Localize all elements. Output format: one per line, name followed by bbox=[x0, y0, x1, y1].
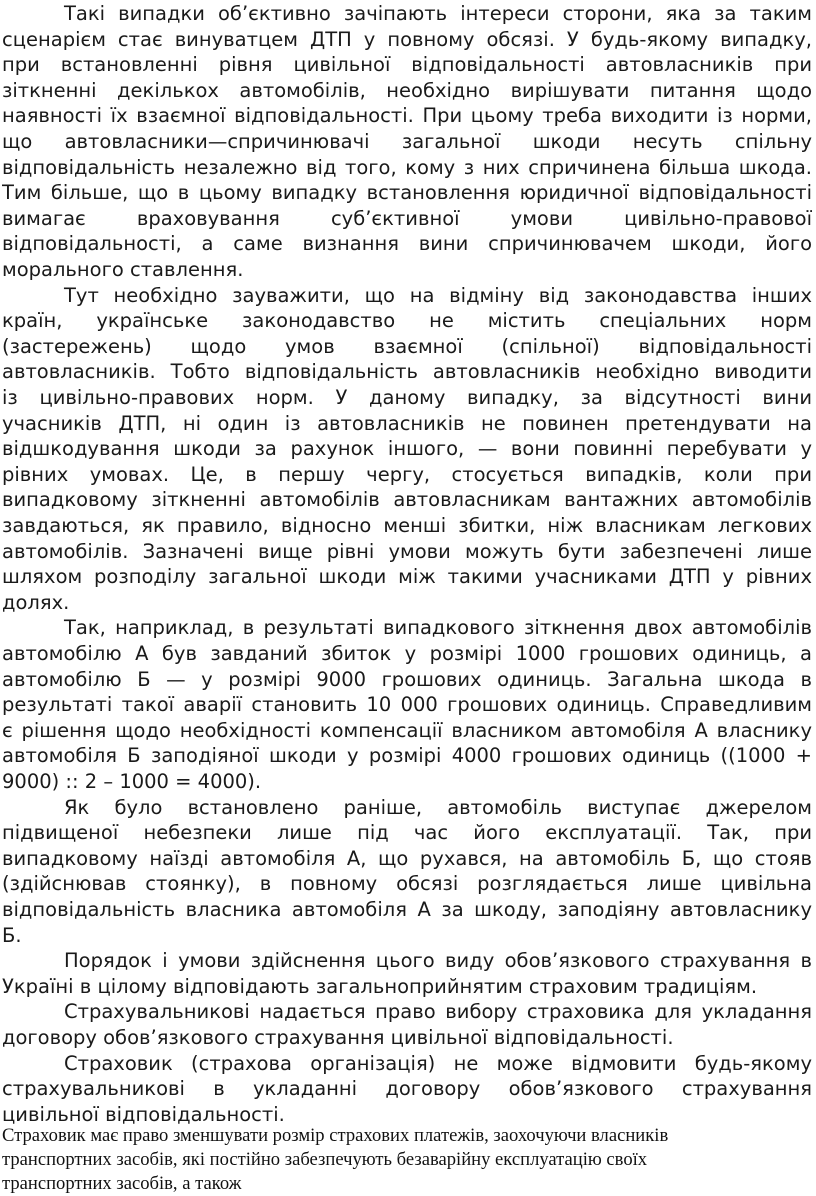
paragraph-line: випадковому наїзді автомобіля А, що рухався, на автомобіль Б, що стояв bbox=[2, 846, 812, 870]
paragraph-line: що автовласники—спричинювачі загальної шкоди несуть спільну bbox=[2, 129, 812, 153]
paragraph-line: відповідальність незалежно від того, кому з них спричинена більша шкода. bbox=[2, 155, 812, 179]
paragraph-line: вимагає враховування суб’єктивної умови цивільно-правової bbox=[2, 206, 812, 230]
paragraph-line: (здійснював стоянку), в повному обсязі розглядається лише цивільна bbox=[2, 872, 812, 896]
paragraph-line: автомобілів. Зазначені вище рівні умови можуть бути забезпечені лише bbox=[2, 539, 812, 563]
paragraph-line: результаті такої аварії становить 10 000 грошових одиниць. Справедливим bbox=[2, 693, 812, 717]
paragraph-line: морального ставлення. bbox=[2, 257, 244, 281]
body-paragraph bbox=[2, 1051, 812, 1128]
paragraph-line: Тим більше, що в цьому випадку встановлення юридичної відповідальності bbox=[2, 181, 812, 205]
paragraph-line: Страховик (страхова організація) не може відмовити будь-якому bbox=[64, 1051, 812, 1075]
paragraph-line: наявності їх взаємної відповідальності. При цьому треба виходити із норми, bbox=[2, 104, 812, 128]
paragraph-line: відшкодування шкоди за рахунок іншого, — вони повинні перебувати у bbox=[2, 437, 812, 461]
paragraph-line: рівних умовах. Це, в першу чергу, стосується випадків, коли при bbox=[2, 462, 812, 486]
paragraph-line: договору обов’язкового страхування цивільної відповідальності. bbox=[2, 1025, 674, 1049]
paragraph-line: Такі випадки об’єктивно зачіпають інтереси сторони, яка за таким bbox=[64, 2, 812, 25]
paragraph-line: автовласників. Тобто відповідальність автовласників необхідно виводити bbox=[2, 360, 812, 384]
paragraph-line: підвищеної небезпеки лише під час його експлуатації. Так, при bbox=[2, 821, 812, 845]
paragraph-line: Як було встановлено раніше, автомобіль виступає джерелом bbox=[64, 795, 812, 819]
paragraph-line: страхувальникові в укладанні договору обов’язкового страхування bbox=[2, 1077, 812, 1101]
body-paragraph bbox=[2, 795, 812, 949]
paragraph-line: Страхувальникові надається право вибору страховика для укладання bbox=[64, 1000, 812, 1024]
paragraph-line: відповідальність власника автомобіля А за шкоду, заподіяну автовласнику bbox=[2, 897, 812, 921]
paragraph-line: Так, наприклад, в результаті випадкового зіткнення двох автомобілів bbox=[64, 616, 812, 640]
paragraph-line: автомобілю А був завданий збиток у розмірі 1000 грошових одиниць, а bbox=[2, 641, 812, 665]
paragraph-line: автомобіля Б заподіяної шкоди у розмірі 4000 грошових одиниць ((1000 + bbox=[2, 744, 812, 768]
paragraph-line: сценарієм стає винуватцем ДТП у повному обсязі. У будь-якому випадку, bbox=[2, 27, 812, 51]
paragraph-line: зіткненні декількох автомобілів, необхідно вирішувати питання щодо bbox=[2, 78, 812, 102]
paragraph-line: є рішення щодо необхідності компенсації власником автомобіля А власнику bbox=[2, 718, 812, 742]
paragraph-line: шляхом розподілу загальної шкоди між такими учасниками ДТП у рівних bbox=[2, 565, 812, 589]
paragraph-line: учасників ДТП, ні один із автовласників не повинен претендувати на bbox=[2, 411, 812, 435]
footer-line: транспортних засобів, які постійно забезпечують безаварійну експлуатацію своїх bbox=[2, 1149, 648, 1170]
paragraph-line: Порядок і умови здійснення цього виду обов’язкового страхування в bbox=[64, 949, 812, 973]
paragraph-line: із цивільно-правових норм. У даному випадку, за відсутності вини bbox=[2, 385, 812, 409]
paragraph-line: випадковому зіткненні автомобілів автовласникам вантажних автомобілів bbox=[2, 488, 812, 512]
footer-paragraph bbox=[2, 1124, 812, 1196]
paragraph-line: країн, українське законодавство не містить спеціальних норм bbox=[2, 309, 812, 333]
body-paragraph bbox=[2, 948, 812, 999]
paragraph-line: цивільної відповідальності. bbox=[2, 1102, 285, 1126]
footer-line: Страховик має право зменшувати розмір страхових платежів, заохочуючи власників bbox=[2, 1125, 669, 1146]
paragraph-line: автомобілю Б — у розмірі 9000 грошових одиниць. Загальна шкода в bbox=[2, 667, 812, 691]
paragraph-line: Б. bbox=[2, 923, 22, 947]
paragraph-line: 9000) :: 2 – 1000 = 4000). bbox=[2, 769, 262, 793]
paragraph-line: (застережень) щодо умов взаємної (спільної) відповідальності bbox=[2, 334, 812, 358]
paragraph-line: при встановленні рівня цивільної відповідальності автовласників при bbox=[2, 53, 812, 77]
paragraph-line: Україні в цілому відповідають загальноприйнятим страховим традиціям. bbox=[2, 974, 758, 998]
body-paragraph bbox=[2, 615, 812, 794]
paragraph-line: відповідальності, а саме визнання вини спричинювачем шкоди, його bbox=[2, 232, 812, 256]
body-paragraph bbox=[2, 999, 812, 1050]
body-paragraph bbox=[2, 1, 812, 283]
paragraph-line: завдаються, як правило, відносно менші збитки, ніж власникам легкових bbox=[2, 513, 812, 537]
paragraph-line: Тут необхідно зауважити, що на відміну від законодавства інших bbox=[64, 283, 812, 307]
paragraph-line: долях. bbox=[2, 590, 70, 614]
body-paragraph bbox=[2, 283, 812, 616]
footer-line: транспортних засобів, а також bbox=[2, 1173, 242, 1194]
